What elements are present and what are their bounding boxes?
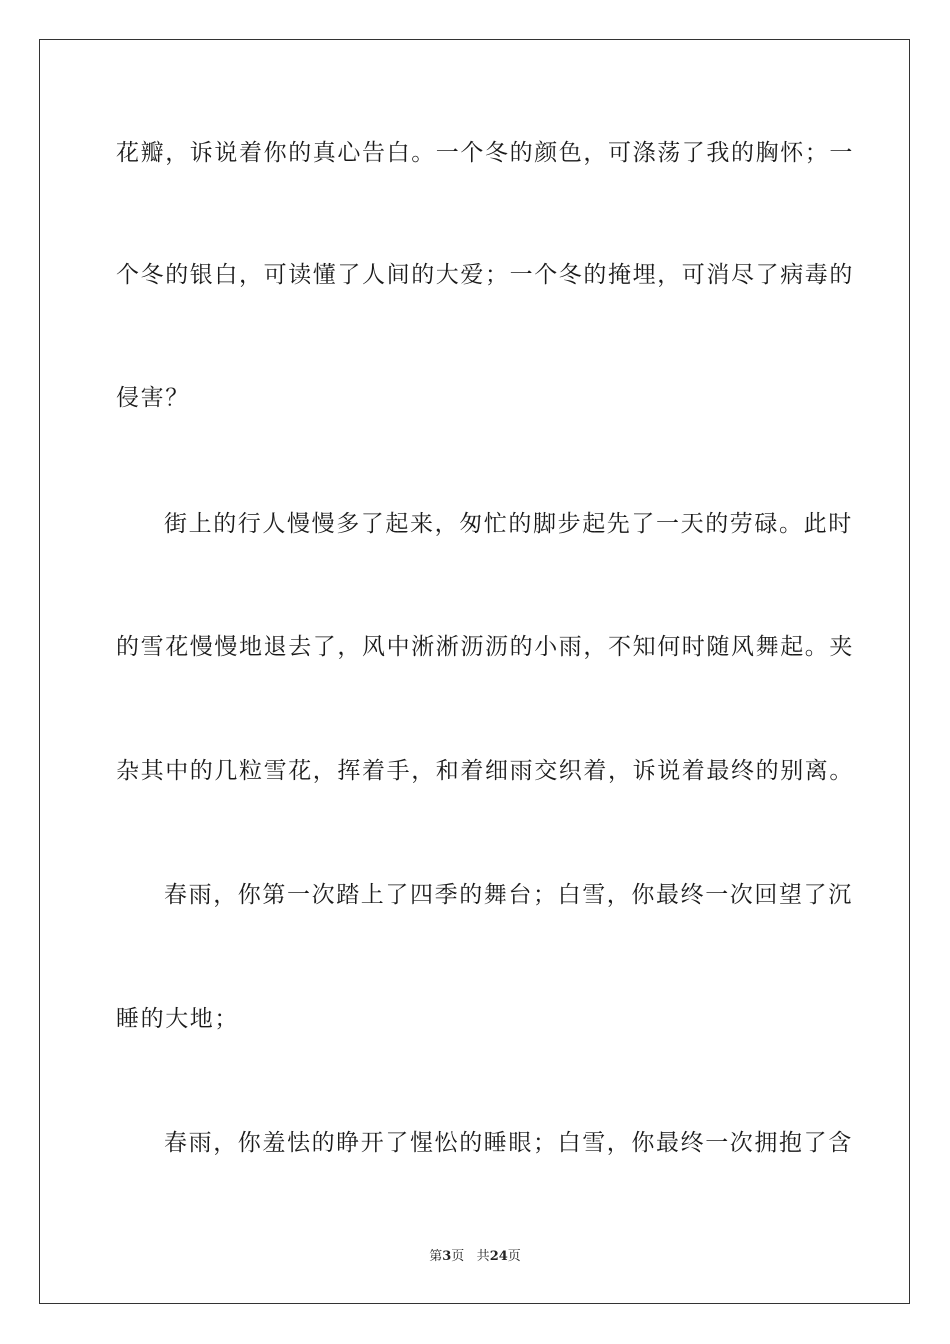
- text-line: 的雪花慢慢地退去了，风中淅淅沥沥的小雨，不知何时随风舞起。夹: [116, 634, 854, 660]
- page-prefix: 第: [429, 1249, 443, 1264]
- paragraph-first-line: 街上的行人慢慢多了起来，匆忙的脚步起先了一天的劳碌。此时: [164, 511, 853, 537]
- paragraph-first-line: 春雨，你羞怯的睁开了惺忪的睡眼；白雪，你最终一次拥抱了含: [164, 1130, 853, 1156]
- total-page-count: 24: [489, 1249, 508, 1264]
- text-line: 杂其中的几粒雪花，挥着手，和着细雨交织着，诉说着最终的别离。: [116, 758, 854, 784]
- text-line: 花瓣，诉说着你的真心告白。一个冬的颜色，可涤荡了我的胸怀；一: [116, 140, 854, 166]
- page-suffix: 页: [451, 1249, 465, 1264]
- text-line: 个冬的银白，可读懂了人间的大爱；一个冬的掩埋，可消尽了病毒的: [116, 262, 854, 288]
- page-border: [39, 39, 910, 1304]
- text-line: 睡的大地；: [116, 1006, 239, 1032]
- text-line: 侵害？: [116, 385, 190, 411]
- paragraph-first-line: 春雨，你第一次踏上了四季的舞台；白雪，你最终一次回望了沉: [164, 882, 853, 908]
- page-footer: [0, 1248, 950, 1266]
- total-suffix: 页: [507, 1249, 521, 1264]
- total-prefix: 共: [476, 1249, 490, 1264]
- current-page-number: 3: [442, 1249, 452, 1264]
